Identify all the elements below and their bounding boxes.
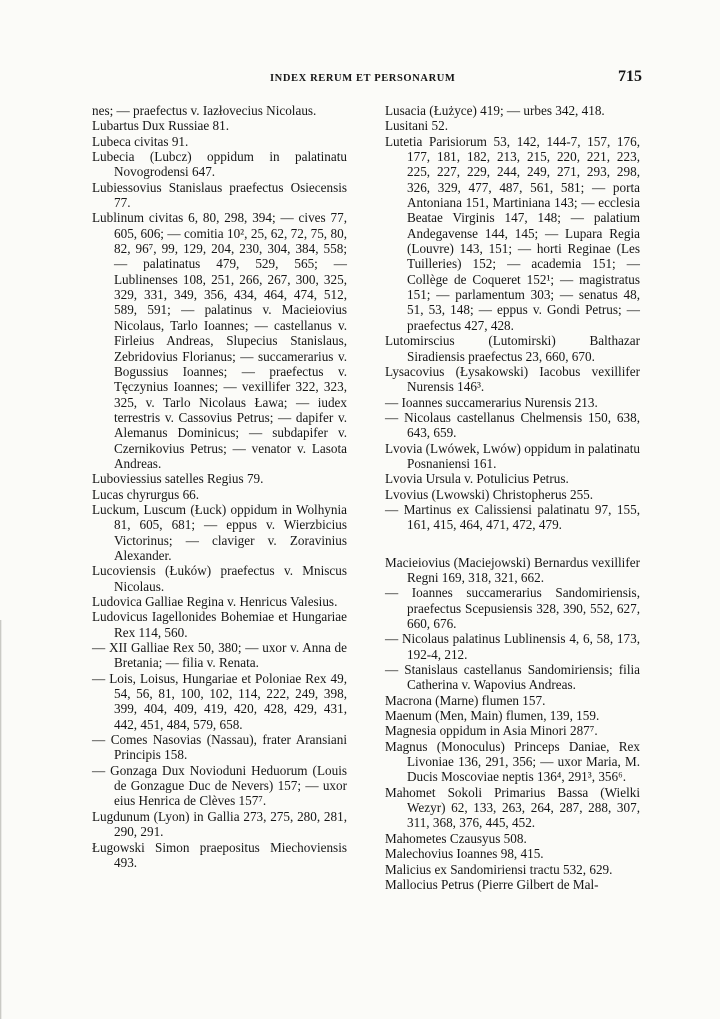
- index-entry: — Ioannes succamerarius Nurensis 213.: [385, 394, 598, 410]
- index-entry: Lubiessovius Stanislaus praefectus Osiecensis 77.: [92, 179, 347, 211]
- index-entry: Mahometes Czausyus 508.: [385, 830, 527, 846]
- index-entry: Lvovia Ursula v. Potulicius Petrus.: [385, 471, 569, 487]
- index-entry: — Nicolaus palatinus Lublinensis 4, 6, 58, 173, 192-4, 212.: [385, 631, 640, 662]
- index-entry: Lublinum civitas 6, 80, 298, 394; — cives 77, 605, 606; — comitia 10², 25, 62, 72, 75, 80, 82, 96⁷, 99, 129, 204, 230, 304, 384, 558; — palatinatus 479, 529, 565; — Lublinenses 108, 251, 266, 267, 300, 325, 329, 331, 349, 356, 434, 464, 474, 512, 589, 591; — palatinus v. Macieiovius Nicolaus, Tarlo Ioannes; — castellanus v. Firleius Andreas, Slupecius Stanislaus, Zebridovius Florianus; — succamerarius v. Bogussius Ioannes; — praefectus v. Tęczynius Ioannes; — vexillifer 322, 323, 325, v. Tarlo Nicolaus Ława; — iudex terrestris v. Cassovius Petrus; — dapifer v. Alemanus Dominicus; — subdapifer v. Czernikovius Petrus; — venator v. Lasota Andreas.: [92, 210, 347, 471]
- index-entry: Lugdunum (Lyon) in Gallia 273, 275, 280, 281, 290, 291.: [92, 808, 347, 840]
- left-index-column: [92, 103, 347, 870]
- scan-page-edge: [0, 620, 2, 1019]
- index-entry: Mallocius Petrus (Pierre Gilbert de Mal-: [385, 876, 599, 892]
- index-entry: Ludovicus Iagellonides Bohemiae et Hungariae Rex 114, 560.: [92, 609, 347, 640]
- index-entry: nes; — praefectus v. Iazłovecius Nicolaus.: [92, 103, 317, 118]
- index-entry: Maenum (Men, Main) flumen, 139, 159.: [385, 708, 600, 724]
- index-entry: — Ioannes succamerarius Sandomiriensis, praefectus Scepusiensis 328, 390, 552, 627, 660, 676.: [385, 585, 640, 631]
- index-entry: Ludovica Galliae Regina v. Henricus Valesius.: [92, 594, 338, 609]
- index-entry: Magnesia oppidum in Asia Minori 287⁷.: [385, 723, 598, 739]
- index-entry: Mahomet Sokoli Primarius Bassa (Wielki Wezyr) 62, 133, 263, 264, 287, 288, 307, 311, 368, 376, 445, 452.: [385, 784, 640, 831]
- letter-section-gap: [385, 533, 640, 555]
- index-entry: — Gonzaga Dux Novioduni Heduorum (Louis de Gonzague Duc de Nevers) 157; — uxor eius Henrica de Clèves 157⁷.: [92, 762, 347, 809]
- index-entry: Malicius ex Sandomiriensi tractu 532, 629.: [385, 861, 613, 877]
- index-entry: — XII Galliae Rex 50, 380; — uxor v. Anna de Bretania; — filia v. Renata.: [92, 640, 347, 671]
- index-entry: Malechovius Ioannes 98, 415.: [385, 846, 544, 862]
- right-index-column: [385, 103, 640, 892]
- index-entry: Macrona (Marne) flumen 157.: [385, 692, 546, 708]
- index-entry: Luboviessius satelles Regius 79.: [92, 471, 264, 487]
- index-entry: — Stanislaus castellanus Sandomiriensis; filia Catherina v. Wapovius Andreas.: [385, 662, 640, 693]
- index-entry: Lusitani 52.: [385, 118, 449, 134]
- index-entry: — Martinus ex Calissiensi palatinatu 97, 155, 161, 415, 464, 471, 472, 479.: [385, 501, 640, 533]
- index-entry: Lysacovius (Łysakowski) Iacobus vexillifer Nurensis 146³.: [385, 363, 640, 395]
- index-entry: Lubartus Dux Russiae 81.: [92, 118, 229, 134]
- index-entry: Lvovius (Lwowski) Christopherus 255.: [385, 486, 594, 502]
- running-header: [0, 70, 720, 90]
- index-entry: — Comes Nasovias (Nassau), frater Aransiani Principis 158.: [92, 732, 347, 763]
- index-entry: Lucoviensis (Łuków) praefectus v. Mniscus Nicolaus.: [92, 563, 347, 594]
- index-entry: Lvovia (Lwówek, Lwów) oppidum in palatinatu Posnaniensi 161.: [385, 440, 640, 471]
- index-entry: Ługowski Simon praepositus Miechoviensis 493.: [92, 839, 347, 870]
- index-entry: — Nicolaus castellanus Chelmensis 150, 638, 643, 659.: [385, 409, 640, 441]
- page-number: 715: [618, 68, 642, 85]
- index-entry: Lubeca civitas 91.: [92, 133, 189, 149]
- index-entry: Luckum, Luscum (Łuck) oppidum in Wolhynia 81, 605, 681; — eppus v. Wierzbicius Victorinus; — claviger v. Zoravinius Alexander.: [92, 501, 347, 563]
- index-entry: Macieiovius (Maciejowski) Bernardus vexillifer Regni 169, 318, 321, 662.: [385, 554, 640, 585]
- index-entry: Magnus (Monoculus) Princeps Daniae, Rex Livoniae 136, 291, 356; — uxor Maria, M. Ducis Moscoviae neptis 136⁴, 291³, 356⁶.: [385, 738, 640, 785]
- index-entry: Lutetia Parisiorum 53, 142, 144-7, 157, 176, 177, 181, 182, 213, 215, 220, 221, 223, 225, 227, 229, 244, 249, 271, 293, 298, 326, 329, 477, 487, 561, 581; — porta Antoniana 151, Martiniana 143; — ecclesia Beatae Virginis 147, 148; — palatium Andegavense 144, 145; — Lupara Regia (Louvre) 143, 151; — horti Reginae (Les Tuilleries) 152; — academia 151; — Collège de Coqueret 152¹; — magistratus 151; — parlamentum 303; — senatus 48, 51, 53, 148; — eppus v. Gondi Petrus; — praefectus 427, 428.: [385, 133, 640, 333]
- index-entry: Lucas chyrurgus 66.: [92, 486, 200, 502]
- index-entry: Lutomirscius (Lutomirski) Balthazar Siradiensis praefectus 23, 660, 670.: [385, 333, 640, 364]
- index-entry: Lusacia (Łużyce) 419; — urbes 342, 418.: [385, 103, 605, 118]
- index-entry: — Lois, Loisus, Hungariae et Poloniae Rex 49, 54, 56, 81, 100, 102, 114, 222, 249, 398, 399, 404, 409, 419, 420, 428, 429, 431, 442, 451, 484, 579, 658.: [92, 670, 347, 732]
- header-title: INDEX RERUM ET PERSONARUM: [270, 73, 456, 84]
- index-entry: Lubecia (Lubcz) oppidum in palatinatu Novogrodensi 647.: [92, 149, 347, 180]
